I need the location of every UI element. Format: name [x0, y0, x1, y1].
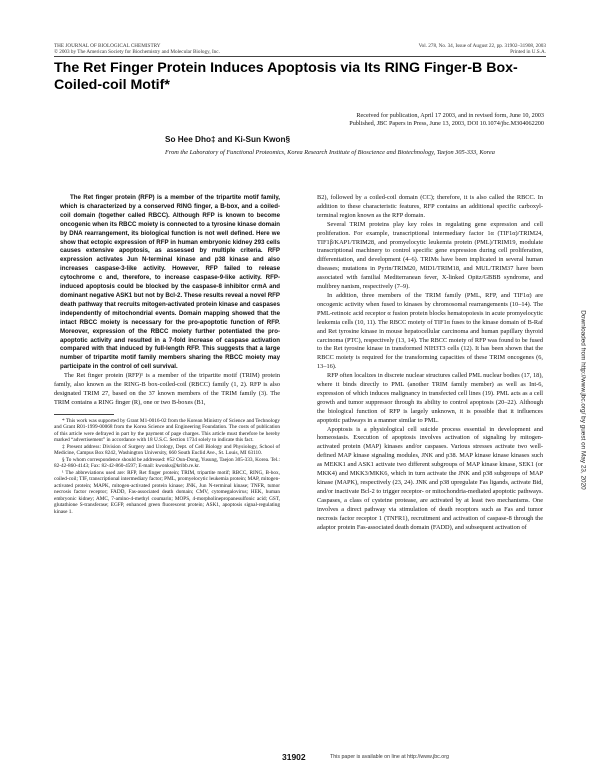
body-paragraph: Several TRIM proteins play key roles in regulating gene expression and cell proliferation. For example, transcriptional intermediary factor 1α (TIF1α)/TRIM24, TIF1β/KAP1/TRIM28, and promyelocytic leukemia protein (PML)/TRIM19, modulate transcriptional machinery to control specific gene expression during cell proliferation, differentiation, and development (4–6). TRIMs have been implicated in several human diseases; mutations in Pyrin/TRIM20, MID1/TRIM18, and MUL/TRIM37 have been associated with familial Mediterranean fever, X-linked Opitz/GBBB syndrome, and mulibrey nanism, respectively (7–9).	[317, 220, 543, 291]
footnote-present-address: ‡ Present address: Division of Surgery and Urology, Dept. of Cell Biology and Physiology, School of Medicine, Campus Box 8242, Washington University, 660 South Euclid Ave., St. Louis, MI 63110.	[54, 443, 280, 457]
issue-line: Vol. 278, No. 34, Issue of August 22, pp. 31902–31908, 2003	[418, 43, 546, 49]
left-column	[54, 194, 280, 515]
received-line: Received for publication, April 17 2003, and in revised form, June 10, 2003	[356, 112, 544, 119]
footnote-abbreviations: ¹ The abbreviations used are: RFP, Ret finger protein; TRIM, tripartite motif; RBCC, RING, B-box, coiled-coil; TIF, transcriptional intermediary factor; PML, promyelocytic leukemia protein; MAP, mitogen-activated protein; MAPK, mitogen-activated protein kinase; JNK, Jun N-terminal kinase; TNFR, tumor necrosis factor receptor; FADD, Fas-associated death domain; CMV, cytomegalovirus; HEK, human embryonic kidney; AMC, 7-amino-4-methyl coumarin; MOPS, 4-morpholinepropanesulfonic acid; GST, glutathione S-transferase; EGFP, enhanced green fluorescent protein; ASK1, apoptosis signal-regulating kinase 1.	[54, 469, 280, 515]
article-title: The Ret Finger Protein Induces Apoptosis via Its RING Finger-B Box-Coiled-coil Motif*	[54, 60, 518, 93]
copyright-line: © 2003 by The American Society for Biochemistry and Molecular Biology, Inc.	[54, 49, 220, 56]
abstract: The Ret finger protein (RFP) is a member of the tripartite motif family, which is characterized by a conserved RING finger, a B-box, and a coiled-coil domain (together called RBCC). Although RFP is known to become oncogenic when its RBCC moiety is connected to a tyrosine kinase domain by DNA rearrangement, its biological function is not well defined. Here we show that ectopic expression of RFP in human embryonic kidney 293 cells causes extensive apoptosis, as assessed by multiple criteria. RFP expression activates Jun N-terminal kinase and p38 kinase and also increases caspase-3-like activity. However, RFP failed to release cytochrome c and, therefore, to increase caspase-9-like activity. RFP-induced apoptosis could be blocked by the caspase-8 inhibitor crmA and dominant negative ASK1 but not by Bcl-2. These results reveal a novel RFP death pathway that recruits mitogen-activated protein kinase and caspases independently of mitochondrial events. Domain mapping showed that the intact RBCC moiety is necessary for the pro-apoptotic function of RFP. Moreover, expression of the RBCC moiety further potentiated the pro-apoptotic activity and resulted in a 7-fold increase of caspase activation compared with that induced by full-length RFP. This suggests that a large number of tripartite motif family members sharing the RBCC moiety may participate in the control of cell survival.	[60, 194, 280, 371]
body-paragraph: Apoptosis is a physiological cell suicide process essential in development and homeostasis. Execution of apoptosis involves activation of signaling by mitogen-activated protein (MAP) kinases and/or caspases. Various stresses activate two well-defined MAP kinase signaling modules, JNK and p38. MAP kinase kinase kinases such as MEKK1 and ASK1 activate two different subgroups of MAP kinase kinase, SEK1 (or MKK4) and MKK3/MKK6, which in turn activate the JNK and p38 subgroups of MAP kinase (MAPK), respectively (23, 24). JNK and p38 upregulate Fas ligands, activate Bid, and/or inactivate Bcl-2 to trigger receptor- or mitochondria-mediated apoptotic pathways. Caspases, a class of cysteine protease, are activated by at least two mechanisms. One involves a direct pathway via stimulation of death receptors such as Fas and tumor necrosis factor receptor 1 (TNFR1), recruitment and activation of caspase-8 through the adaptor protein Fas-associated death domain (FADD), and subsequent activation of	[317, 425, 543, 531]
body-paragraph: B2), followed by a coiled-coil domain (CC); therefore, it is also called the RBCC. In addition to these characteristic features, RFP contains an additional specific carboxyl-terminal region known as the RFP domain.	[317, 194, 543, 219]
body-paragraph: In addition, three members of the TRIM family (PML, RFP, and TIF1α) are oncogenic activity when fused to kinases by chromosomal rearrangements (10–14). The PML-retinoic acid receptor α fusion protein blocks hematopoiesis in acute promyelocytic leukemia cells (10, 11). The RBCC moiety of TIF1α fuses to the kinase domain of B-Raf and Ret tyrosine kinase in mouse hepatocellular carcinoma and human papillary thyroid carcinoma (PTC), respectively (13, 14). The RBCC moiety of RFP was found to be fused to the Ret tyrosine kinase in transformed NIH3T3 cells (12). It has been shown that the RBCC moiety is required for the transforming capacities of these TRIM oncogenes (6, 13–16).	[317, 291, 543, 371]
published-line: Published, JBC Papers in Press, June 13, 2003, DOI 10.1074/jbc.M304062200	[349, 120, 544, 127]
footnote-divider	[54, 414, 114, 415]
author-list: So Hee Dho‡ and Ki-Sun Kwon§	[165, 135, 291, 144]
header-divider	[54, 56, 546, 57]
intro-paragraph: The Ret finger protein (RFP)¹ is a member of the tripartite motif (TRIM) protein family, also known as the RING-B box-coiled-coil (RBCC) family (1, 2). RFP is also designated TRIM 27, based on the 37 known members of the TRIM family (3). The TRIM contains a RING finger (R), one or two B-boxes (B1,	[54, 372, 280, 406]
page-number: 31902	[282, 752, 306, 762]
download-watermark-text: Downloaded from http://www.jbc.org/ by guest on May 23, 2020	[579, 310, 587, 490]
received-dates	[164, 112, 544, 128]
right-column	[317, 194, 543, 532]
journal-name: THE JOURNAL OF BIOLOGICAL CHEMISTRY	[54, 43, 161, 49]
online-availability-note: This paper is available on line at http://www.jbc.org	[330, 754, 449, 760]
affiliation: From the Laboratory of Functional Proteomics, Korea Research Institute of Bioscience and Biotechnology, Taejon 305-333, Korea	[165, 149, 495, 156]
journal-header-right	[326, 43, 546, 55]
printed-line: Printed in U.S.A.	[510, 49, 546, 56]
footnote-correspondence: § To whom correspondence should be addressed: #52 Oun-Dong, Yusung, Taejon 305-333, Korea. Tel.: 82-42-860-4143; Fax: 82-42-860-4597; E-mail: kwonks@kribb.re.kr.	[54, 456, 280, 470]
footnote-funding: * This work was supported by Grant M1-0016-02 from the Korean Ministry of Science and Technology and Grant R01-1999-00068 from the Korea Science and Engineering Foundation. The costs of publication of this article were defrayed in part by the payment of page charges. This article must therefore be hereby marked “advertisement” in accordance with 18 U.S.C. Section 1734 solely to indicate this fact.	[54, 417, 281, 444]
body-paragraph: RFP often localizes in discrete nuclear structures called PML nuclear bodies (17, 18), where it binds directly to PML (another TRIM family member) as well as Int-6, expression of which induces malignancy in transfected cell lines (19). PML acts as a cell growth and tumor suppressor through its ability to control apoptosis (20–22). Although the biological function of RFP is largely unknown, it is possible that it influences apoptotic pathways in a manner similar to PML.	[317, 372, 543, 424]
journal-header-left	[54, 43, 314, 55]
